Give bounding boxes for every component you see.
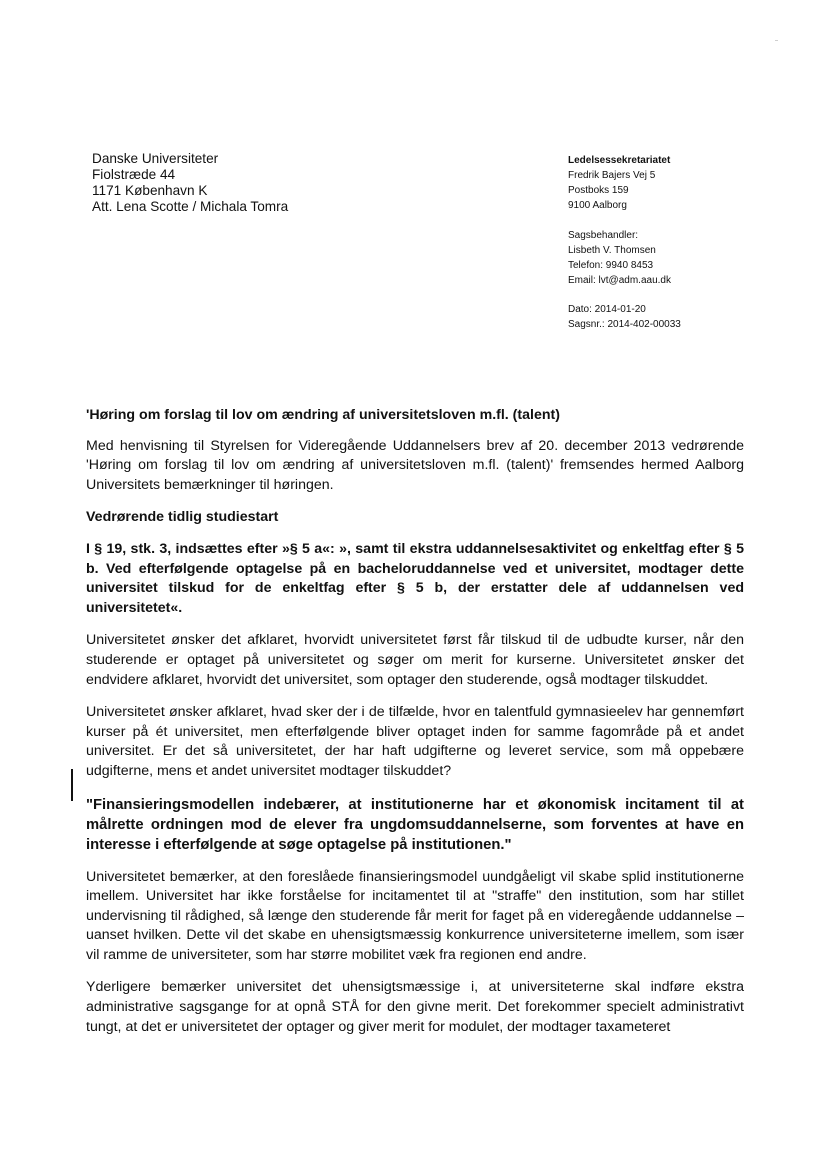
body-paragraph: Yderligere bemærker universitet det uhensigtsmæssige i, at universiteterne skal indføre ekstra administrative sagsgange for at opnå STÅ for den givne merit. Det forekommer specielt administrativt tungt, at det er universitetet der optager og giver merit for modulet, der modtager taxameteret: [86, 979, 744, 1035]
sender-block: [568, 153, 681, 332]
contact-line: Email: lvt@adm.aau.dk: [568, 275, 671, 286]
sender-address-line: Postboks 159: [568, 185, 629, 196]
contact-line: Telefon: 9940 8453: [568, 260, 654, 271]
letter-body: [86, 406, 744, 1050]
sender-department: Ledelsessekretariatet: [568, 155, 671, 166]
intro-paragraph: Med henvisning til Styrelsen for Videregående Uddannelsers brev af 20. december 2013 vedrørende 'Høring om forslag til lov om ændring af universitetsloven m.fl. (talent)' fremsendes hermed Aalborg Universitets bemærkninger til høringen.: [86, 437, 744, 493]
case-number: Sagsnr.: 2014-402-00033: [568, 319, 681, 330]
law-quote: I § 19, stk. 3, indsættes efter »§ 5 a«: », samt til ekstra uddannelsesaktivitet og enkeltfag efter § 5 b. Ved efterfølgende optagelse på en bacheloruddannelse ved et universitet, modtager dette universitet tilskud for de enkeltfag efter § 5 b, der erstatter dele af uddannelsen ved universitetet«.: [86, 540, 744, 616]
scan-mark: [775, 40, 778, 41]
sender-address: [568, 153, 681, 213]
sender-contact: [568, 228, 681, 288]
financing-quote: "Finansieringsmodellen indebærer, at institutionerne har et økonomisk incitament til at målrette ordningen mod de elever fra ungdomsuddannelserne, som forventes at have en interesse i efterfølgende at søge optagelse på institutionen.": [86, 796, 744, 853]
revision-bar: [71, 769, 73, 801]
recipient-line: Fiolstræde 44: [92, 167, 176, 182]
recipient-line: Danske Universiteter: [92, 151, 219, 166]
section-heading: Vedrørende tidlig studiestart: [86, 509, 279, 526]
recipient-line: Att. Lena Scotte / Michala Tomra: [92, 199, 289, 214]
contact-line: Lisbeth V. Thomsen: [568, 245, 656, 256]
body-paragraph: Universitetet bemærker, at den foreslåede finansieringsmodel uundgåeligt vil skabe splid institutionerne imellem. Universitet har ikke forståelse for incitamentet til at "straffe" den institution, som har stillet undervisning til rådighed, så længe den studerende får merit for faget på en videregående uddannelse – uanset hvilken. Dette vil det skabe en uhensigtsmæssig konkurrence universiteterne imellem, som især vil ramme de universiteter, som har større mobilitet væk fra regionen end andre.: [86, 868, 744, 963]
body-paragraph: Universitetet ønsker afklaret, hvad sker der i de tilfælde, hvor en talentfuld gymnasieelev har gennemført kurser på ét universitet, men efterfølgende bliver optaget inden for samme fagområde på et andet universitet. Er det så universitetet, der har haft udgifterne og leveret service, som må oppebære udgifterne, mens et andet universitet modtager tilskuddet?: [86, 704, 744, 779]
letter-title: 'Høring om forslag til lov om ændring af universitetsloven m.fl. (talent): [86, 407, 560, 423]
letter-meta: [568, 302, 681, 332]
sender-address-line: Fredrik Bajers Vej 5: [568, 170, 656, 181]
recipient-address: [92, 151, 288, 215]
letter-date: Dato: 2014-01-20: [568, 304, 646, 315]
sender-address-line: 9100 Aalborg: [568, 200, 627, 211]
recipient-line: 1171 København K: [92, 183, 208, 198]
body-paragraph: Universitetet ønsker det afklaret, hvorvidt universitetet først får tilskud til de udbudte kurser, når den studerende er optaget på universitetet og søger om merit for kurserne. Universitetet ønsker det endvidere afklaret, hvorvidt det universitet, som optager den studerende, også modtager tilskuddet.: [86, 632, 744, 688]
contact-line: Sagsbehandler:: [568, 230, 639, 241]
